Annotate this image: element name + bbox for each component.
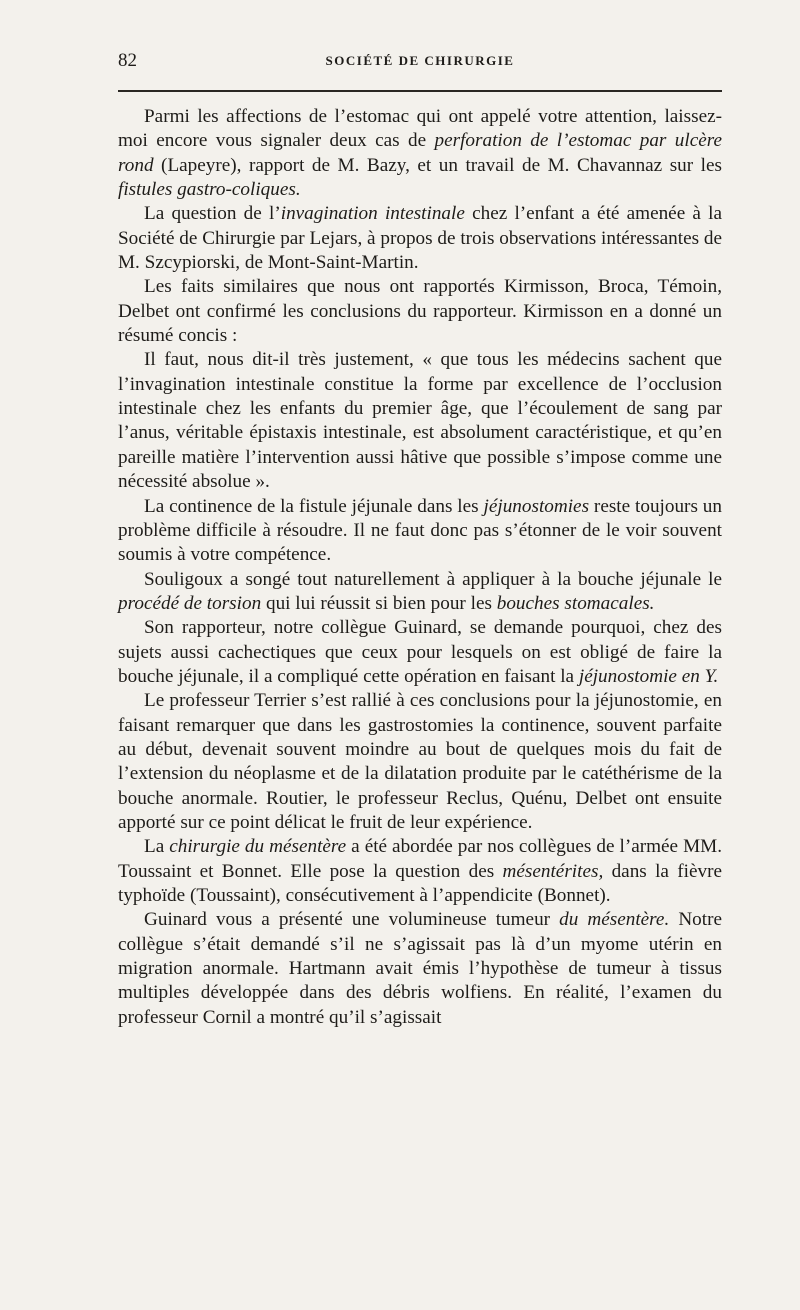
text-run: La question de l’ — [144, 203, 281, 225]
paragraph — [118, 835, 722, 908]
italic-text-run: procédé de torsion — [118, 592, 262, 614]
paragraph — [118, 348, 722, 494]
italic-text-run: invagination intestinale — [280, 203, 465, 225]
text-run: (Lapeyre), rapport de M. Bazy, et un travail de M. Chavannaz sur les — [153, 154, 722, 176]
paragraph — [118, 568, 722, 617]
running-title: SOCIÉTÉ DE CHIRURGIE — [325, 53, 515, 68]
text-run: Les faits similaires que nous ont rapportés Kirmisson, Broca, Témoin, Delbet ont confirmé les conclusions du rapporteur. Kirmisson en a donné un résumé concis : — [118, 276, 722, 347]
italic-text-run: jéjunostomie en Y. — [578, 665, 719, 687]
paragraph — [118, 495, 722, 568]
text-run: Souligoux a songé tout naturellement à appliquer à la bouche jéjunale le — [144, 568, 722, 590]
text-run: Notre collègue s’était demandé s’il ne s’agissait pas là d’un myome utérin en migration anormale. Hartmann avait émis l’hypothèse de tumeur à tissus multiples développée dans des débris wolfiens. En réalité, l’examen du professeur Cornil a montré qu’il s’agissait — [118, 909, 723, 1028]
page-number: 82 — [118, 50, 137, 71]
text-run: Parmi les affections de l’estomac qui ont appelé votre attention, laissez-moi encore vous signaler deux cas de — [118, 106, 722, 152]
text-run: Il faut, nous dit-il très justement, « que tous les médecins sachent que l’invagination intestinale constitue la forme par excellence de l’occlusion intestinale chez les enfants du premier âge, que l’écoulement de sang par l’anus, véritable épistaxis intestinale, est absolument caractéristique, et qu’en pareille matière l’intervention aussi hâtive que possible s’impose comme une nécessité absolue ». — [118, 349, 722, 493]
text-run: Son rapporteur, notre collègue Guinard, se demande pourquoi, chez des sujets aussi cachectiques que ceux pour lesquels on est obligé de faire la bouche jéjunale, il a compliqué cette opération en faisant la — [118, 617, 722, 687]
text-run: dans la fièvre typhoïde (Toussaint), consécutivement à l’appendicite (Bonnet). — [118, 860, 723, 906]
text-run: qui lui réussit si bien pour les — [261, 592, 497, 614]
italic-text-run: mésentérites, — [502, 860, 604, 882]
page-header — [118, 50, 722, 74]
paragraph — [118, 105, 722, 202]
italic-text-run: fistules gastro-coliques. — [118, 179, 301, 201]
paragraph — [118, 616, 722, 689]
text-run: a été abordée par nos collègues de l’armée MM. Toussaint et Bonnet. Elle pose la question des — [118, 836, 722, 882]
body-text — [118, 105, 722, 1030]
header-rule — [118, 90, 722, 92]
text-run: chez l’enfant a été amenée à la Société de Chirurgie par Lejars, à propos de trois observations intéressantes de M. Szcypiorski, de Mont-Saint-Martin. — [118, 203, 723, 274]
text-run: Guinard vous a présenté une volumineuse tumeur — [144, 909, 560, 931]
italic-text-run: perforation de l’estomac par ulcère rond — [118, 130, 722, 176]
italic-text-run: bouches stomacales. — [496, 592, 655, 614]
italic-text-run: du mésentère. — [559, 909, 670, 931]
italic-text-run: jéjunostomies — [483, 495, 590, 517]
italic-text-run: chirurgie du mésentère — [169, 836, 347, 858]
text-run: Le professeur Terrier s’est rallié à ces conclusions pour la jéjunostomie, en faisant remarquer que dans les gastrostomies la continence, souvent parfaite au début, devenait souvent moindre au bout de quelques mois du fait de l’extension du néoplasme et de la dilatation produite par le catéthérisme de la bouche anormale. Routier, le professeur Reclus, Quénu, Delbet ont ensuite apporté sur ce point délicat le fruit de leur expérience. — [118, 690, 722, 833]
text-run: La — [144, 836, 170, 858]
paragraph — [118, 275, 722, 348]
text-run: reste toujours un problème difficile à résoudre. Il ne faut donc pas s’étonner de le voir souvent soumis à votre compétence. — [118, 495, 722, 566]
paragraph — [118, 908, 722, 1030]
paragraph — [118, 689, 722, 835]
paragraph — [118, 202, 722, 275]
text-run: La continence de la fistule jéjunale dans les — [144, 495, 484, 517]
